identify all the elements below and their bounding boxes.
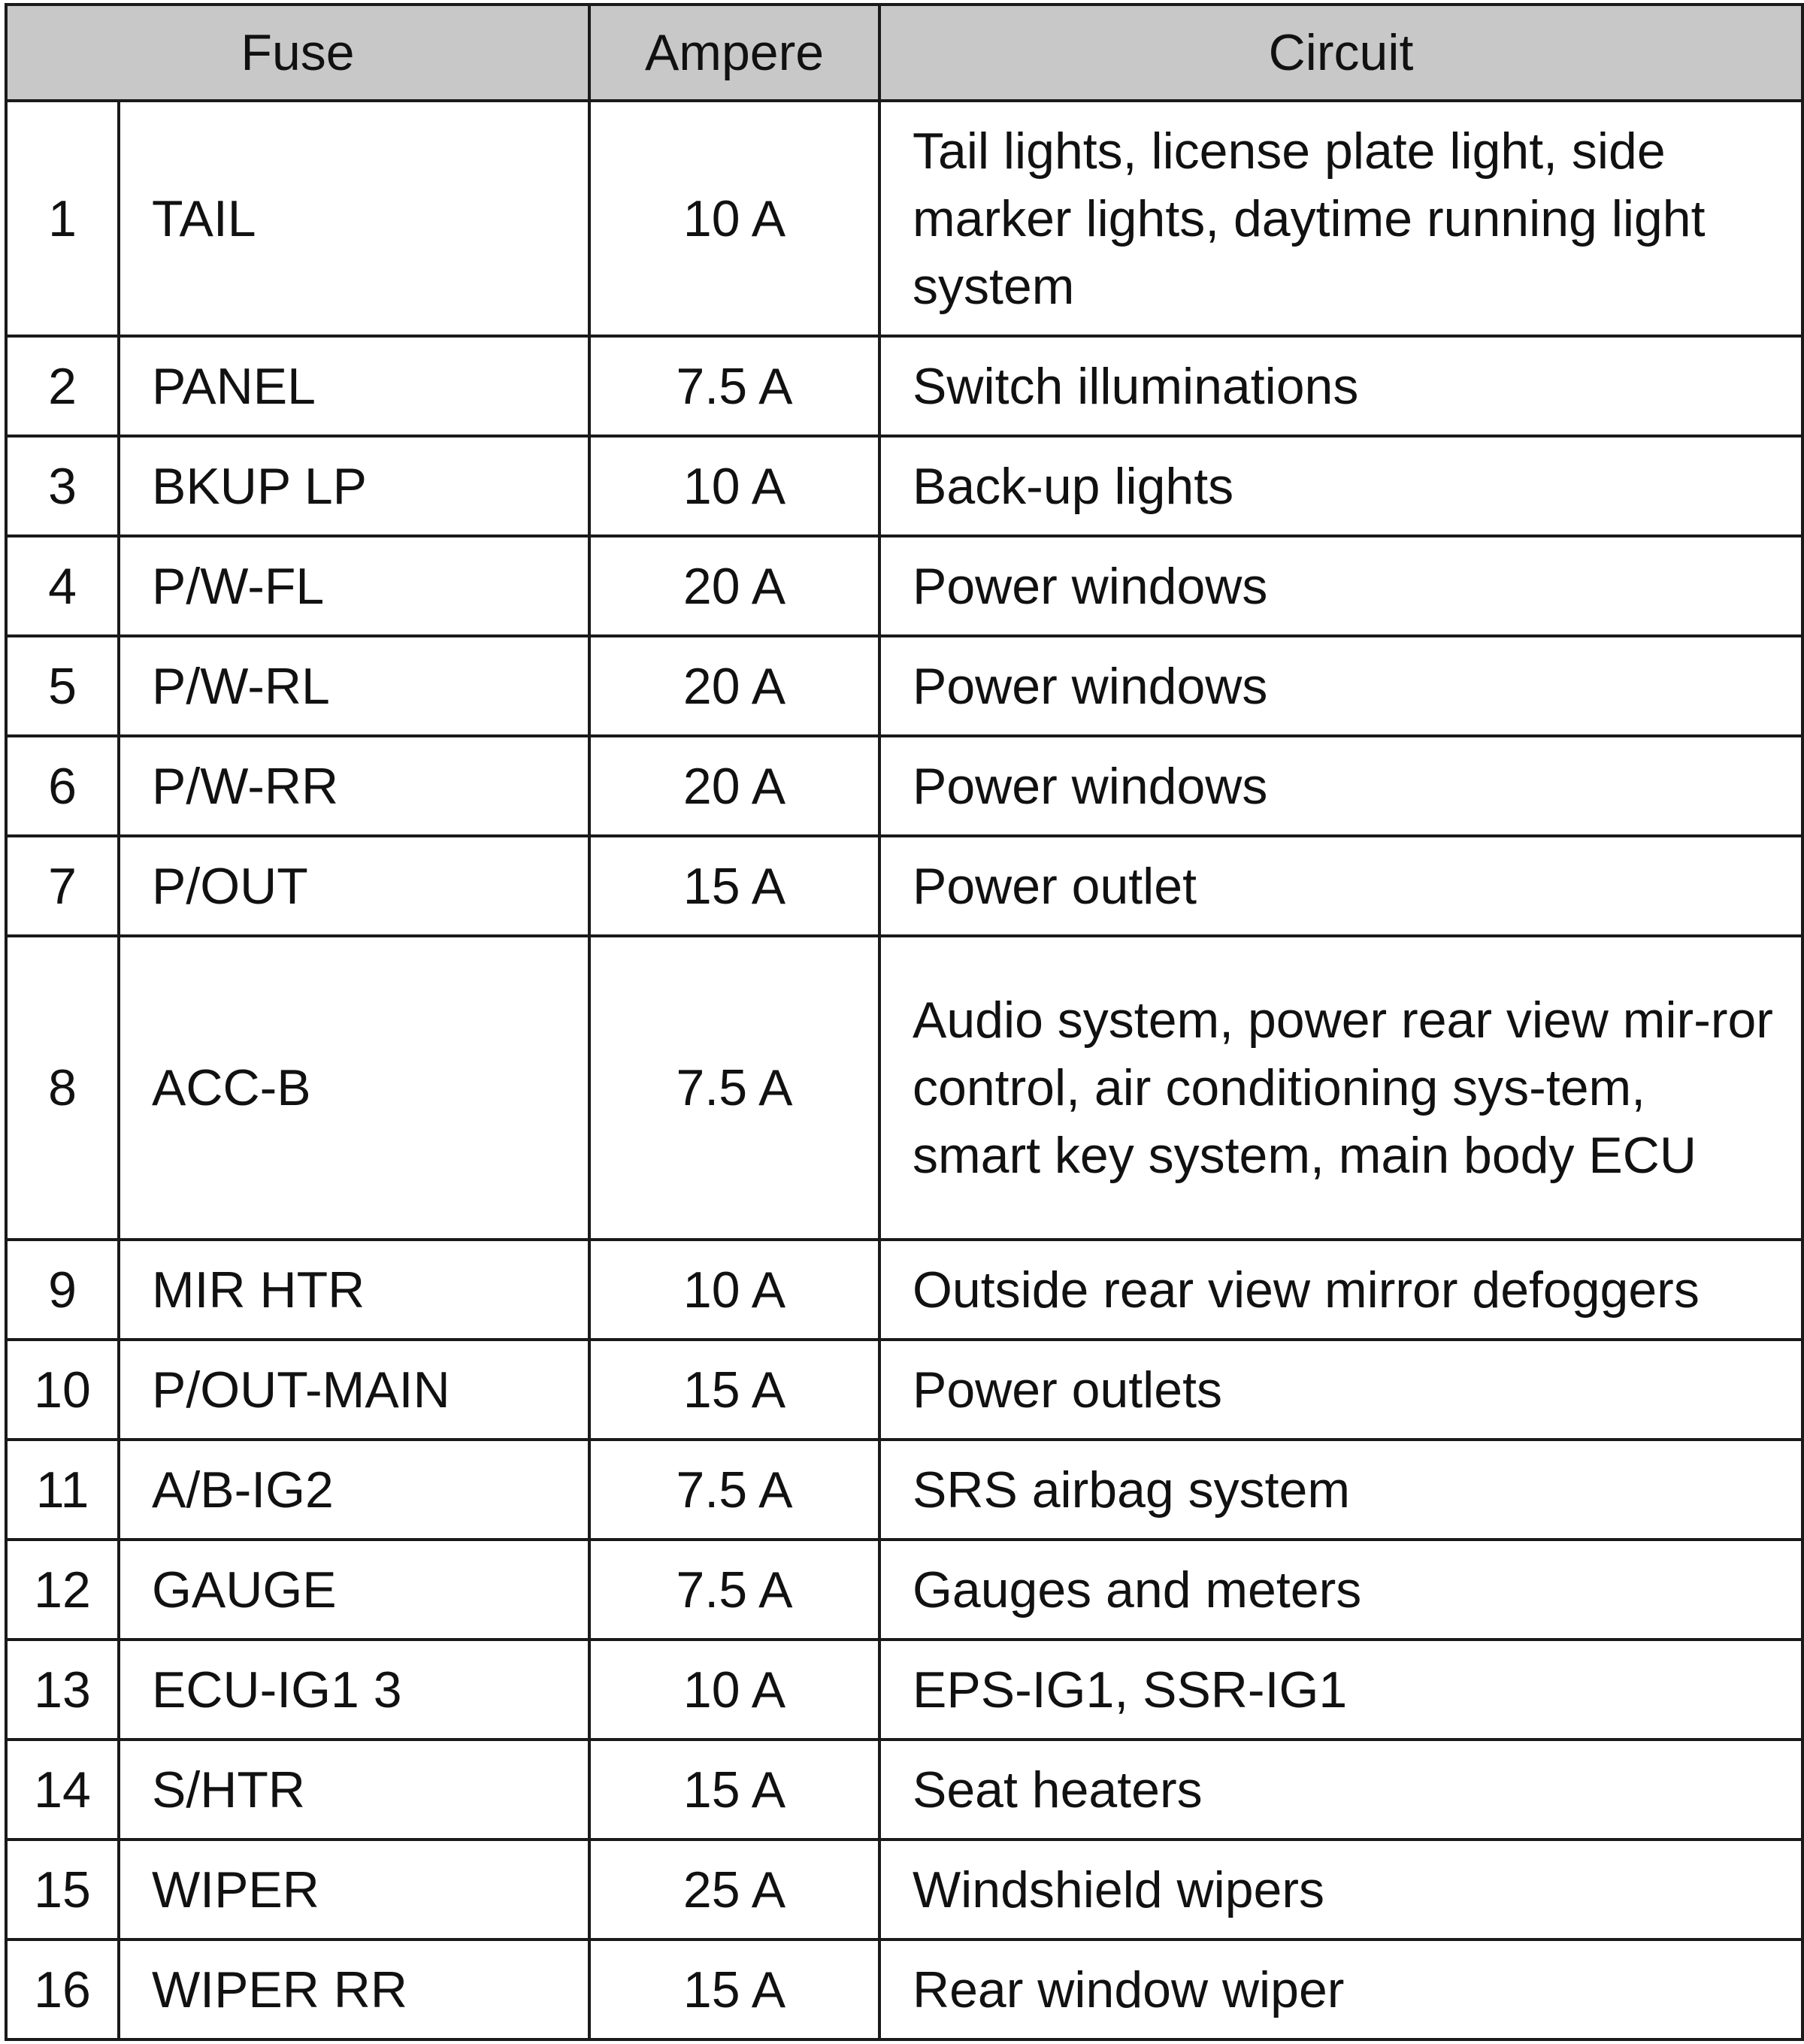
header-circuit: Circuit (879, 5, 1802, 101)
fuse-number: 5 (6, 636, 119, 736)
header-fuse: Fuse (6, 5, 589, 101)
fuse-name: P/W-FL (119, 536, 589, 636)
fuse-name: BKUP LP (119, 436, 589, 536)
fuse-circuit: Power windows (879, 536, 1802, 636)
table-row (6, 436, 1802, 536)
fuse-ampere: 15 A (589, 1740, 879, 1840)
fuse-ampere: 20 A (589, 736, 879, 836)
fuse-ampere: 7.5 A (589, 1440, 879, 1540)
fuse-ampere: 7.5 A (589, 336, 879, 436)
fuse-number: 8 (6, 936, 119, 1240)
fuse-name: TAIL (119, 101, 589, 336)
table-row (6, 936, 1802, 1240)
fuse-ampere: 10 A (589, 1640, 879, 1740)
fuse-number: 11 (6, 1440, 119, 1540)
table-row (6, 636, 1802, 736)
fuse-name: ECU-IG1 3 (119, 1640, 589, 1740)
fuse-ampere: 7.5 A (589, 1540, 879, 1640)
fuse-number: 2 (6, 336, 119, 436)
table-row (6, 536, 1802, 636)
table-row (6, 1240, 1802, 1340)
fuse-name: WIPER (119, 1840, 589, 1940)
fuse-circuit: EPS-IG1, SSR-IG1 (879, 1640, 1802, 1740)
fuse-name: P/W-RR (119, 736, 589, 836)
fuse-number: 7 (6, 836, 119, 936)
fuse-name: WIPER RR (119, 1940, 589, 2039)
fuse-circuit: SRS airbag system (879, 1440, 1802, 1540)
table-row (6, 1940, 1802, 2039)
fuse-name: A/B-IG2 (119, 1440, 589, 1540)
fuse-circuit: Seat heaters (879, 1740, 1802, 1840)
fuse-circuit: Tail lights, license plate light, side marker lights, daytime running light system (879, 101, 1802, 336)
fuse-name: S/HTR (119, 1740, 589, 1840)
fuse-circuit: Audio system, power rear view mir-ror control, air conditioning sys-tem, smart key system, main body ECU (879, 936, 1802, 1240)
fuse-circuit: Power outlet (879, 836, 1802, 936)
table-row (6, 1440, 1802, 1540)
fuse-number: 1 (6, 101, 119, 336)
fuse-circuit: Switch illuminations (879, 336, 1802, 436)
fuse-ampere: 15 A (589, 1340, 879, 1440)
fuse-name: ACC-B (119, 936, 589, 1240)
fuse-circuit: Rear window wiper (879, 1940, 1802, 2039)
fuse-number: 15 (6, 1840, 119, 1940)
fuse-number: 9 (6, 1240, 119, 1340)
fuse-ampere: 10 A (589, 436, 879, 536)
fuse-ampere: 15 A (589, 1940, 879, 2039)
fuse-ampere: 25 A (589, 1840, 879, 1940)
table-row (6, 101, 1802, 336)
fuse-number: 10 (6, 1340, 119, 1440)
fuse-circuit: Windshield wipers (879, 1840, 1802, 1940)
fuse-number: 13 (6, 1640, 119, 1740)
fuse-ampere: 15 A (589, 836, 879, 936)
fuse-number: 14 (6, 1740, 119, 1840)
table-body (6, 101, 1802, 2039)
fuse-ampere: 20 A (589, 636, 879, 736)
fuse-number: 4 (6, 536, 119, 636)
fuse-circuit: Power outlets (879, 1340, 1802, 1440)
fuse-ampere: 7.5 A (589, 936, 879, 1240)
table-header (6, 5, 1802, 101)
fuse-circuit: Power windows (879, 636, 1802, 736)
table-row (6, 1340, 1802, 1440)
fuse-number: 3 (6, 436, 119, 536)
header-ampere: Ampere (589, 5, 879, 101)
fuse-name: PANEL (119, 336, 589, 436)
fuse-circuit: Outside rear view mirror defoggers (879, 1240, 1802, 1340)
table-row (6, 1840, 1802, 1940)
fuse-ampere: 10 A (589, 101, 879, 336)
fuse-name: P/OUT-MAIN (119, 1340, 589, 1440)
table-row (6, 336, 1802, 436)
table-row (6, 1740, 1802, 1840)
fuse-table (5, 3, 1804, 2041)
fuse-ampere: 20 A (589, 536, 879, 636)
fuse-name: GAUGE (119, 1540, 589, 1640)
table-row (6, 1540, 1802, 1640)
table-row (6, 1640, 1802, 1740)
fuse-name: P/W-RL (119, 636, 589, 736)
fuse-name: P/OUT (119, 836, 589, 936)
table-row (6, 836, 1802, 936)
header-row (6, 5, 1802, 101)
fuse-name: MIR HTR (119, 1240, 589, 1340)
fuse-ampere: 10 A (589, 1240, 879, 1340)
fuse-circuit: Back-up lights (879, 436, 1802, 536)
fuse-number: 6 (6, 736, 119, 836)
table-row (6, 736, 1802, 836)
fuse-number: 12 (6, 1540, 119, 1640)
fuse-circuit: Gauges and meters (879, 1540, 1802, 1640)
fuse-circuit: Power windows (879, 736, 1802, 836)
fuse-number: 16 (6, 1940, 119, 2039)
